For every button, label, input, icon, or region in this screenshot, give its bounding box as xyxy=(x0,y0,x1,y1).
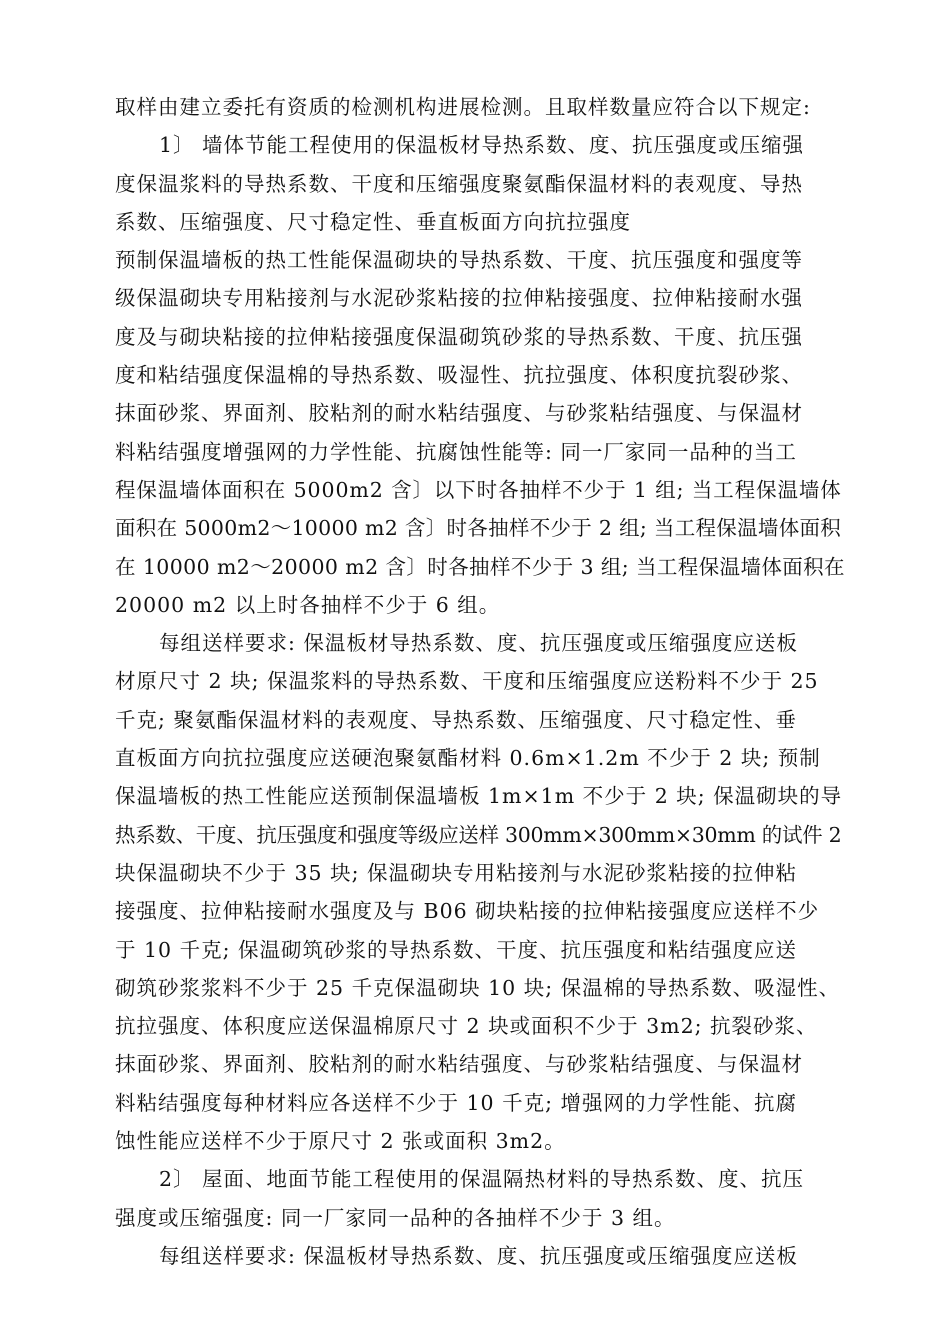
text-line: 面积在 5000m2～10000 m2 含〕时各抽样不少于 2 组; 当工程保温墙体面积 xyxy=(115,516,842,541)
text-line: 抹面砂浆、界面剂、胶粘剂的耐水粘结强度、与砂浆粘结强度、与保温材 xyxy=(115,401,803,426)
text-line: 度保温浆料的导热系数、干度和压缩强度聚氨酯保温材料的表观度、导热 xyxy=(115,171,803,196)
text-line: 接强度、拉伸粘接耐水强度及与 B06 砌块粘接的拉伸粘接强度应送样不少 xyxy=(115,899,820,924)
text-line: 砌筑砂浆浆料不少于 25 千克保温砌块 10 块; 保温棉的导热系数、吸湿性、 xyxy=(115,975,841,1000)
text-line: 块保温砌块不少于 35 块; 保温砌块专用粘接剂与水泥砂浆粘接的拉伸粘 xyxy=(115,860,798,885)
text-line: 抹面砂浆、界面剂、胶粘剂的耐水粘结强度、与砂浆粘结强度、与保温材 xyxy=(115,1052,803,1077)
text-line: 千克; 聚氨酯保温材料的表观度、导热系数、压缩强度、尺寸稳定性、垂 xyxy=(115,707,797,732)
text-line: 度及与砌块粘接的拉伸粘接强度保温砌筑砂浆的导热系数、干度、抗压强 xyxy=(115,324,803,349)
document-body-text xyxy=(115,88,845,1275)
text-line: 热系数、干度、抗压强度和强度等级应送样 300mm×300mm×30mm 的试件 2 xyxy=(115,822,842,847)
text-line: 直板面方向抗拉强度应送硬泡聚氨酯材料 0.6m×1.2m 不少于 2 块; 预制 xyxy=(115,746,821,771)
text-line: 度和粘结强度保温棉的导热系数、吸湿性、抗拉强度、体积度抗裂砂浆、 xyxy=(115,363,803,388)
text-line: 强度或压缩强度: 同一厂家同一品种的各抽样不少于 3 组。 xyxy=(115,1205,676,1230)
text-line: 每组送样要求: 保温板材导热系数、度、抗压强度或压缩强度应送板 xyxy=(159,1243,798,1268)
text-line: 级保温砌块专用粘接剂与水泥砂浆粘接的拉伸粘接强度、拉伸粘接耐水强 xyxy=(115,286,803,311)
text-line: 预制保温墙板的热工性能保温砌块的导热系数、干度、抗压强度和强度等 xyxy=(115,248,803,273)
text-line: 材原尺寸 2 块; 保温浆料的导热系数、干度和压缩强度应送粉料不少于 25 xyxy=(115,669,819,694)
text-line: 料粘结强度增强网的力学性能、抗腐蚀性能等: 同一厂家同一品种的当工 xyxy=(115,439,797,464)
text-line: 料粘结强度每种材料应各送样不少于 10 千克; 增强网的力学性能、抗腐 xyxy=(115,1090,798,1115)
text-line: 在 10000 m2～20000 m2 含〕时各抽样不少于 3 组; 当工程保温墙体面积在 xyxy=(115,554,845,579)
text-line: 1〕 墙体节能工程使用的保温板材导热系数、度、抗压强度或压缩强 xyxy=(159,133,805,158)
text-line: 每组送样要求: 保温板材导热系数、度、抗压强度或压缩强度应送板 xyxy=(159,631,798,656)
text-line: 系数、压缩强度、尺寸稳定性、垂直板面方向抗拉强度 xyxy=(115,209,631,234)
text-line: 取样由建立委托有资质的检测机构进展检测。且取样数量应符合以下规定: xyxy=(115,95,811,119)
text-line: 蚀性能应送样不少于原尺寸 2 张或面积 3m2。 xyxy=(115,1129,566,1154)
text-line: 20000 m2 以上时各抽样不少于 6 组。 xyxy=(115,592,501,617)
text-line: 抗拉强度、体积度应送保温棉原尺寸 2 块或面积不少于 3m2; 抗裂砂浆、 xyxy=(115,1014,818,1039)
text-line: 于 10 千克; 保温砌筑砂浆的导热系数、干度、抗压强度和粘结强度应送 xyxy=(115,937,798,962)
text-line: 程保温墙体面积在 5000m2 含〕以下时各抽样不少于 1 组; 当工程保温墙体 xyxy=(115,477,842,502)
text-line: 保温墙板的热工性能应送预制保温墙板 1m×1m 不少于 2 块; 保温砌块的导 xyxy=(115,784,843,809)
text-line: 2〕 屋面、地面节能工程使用的保温隔热材料的导热系数、度、抗压 xyxy=(159,1167,805,1192)
